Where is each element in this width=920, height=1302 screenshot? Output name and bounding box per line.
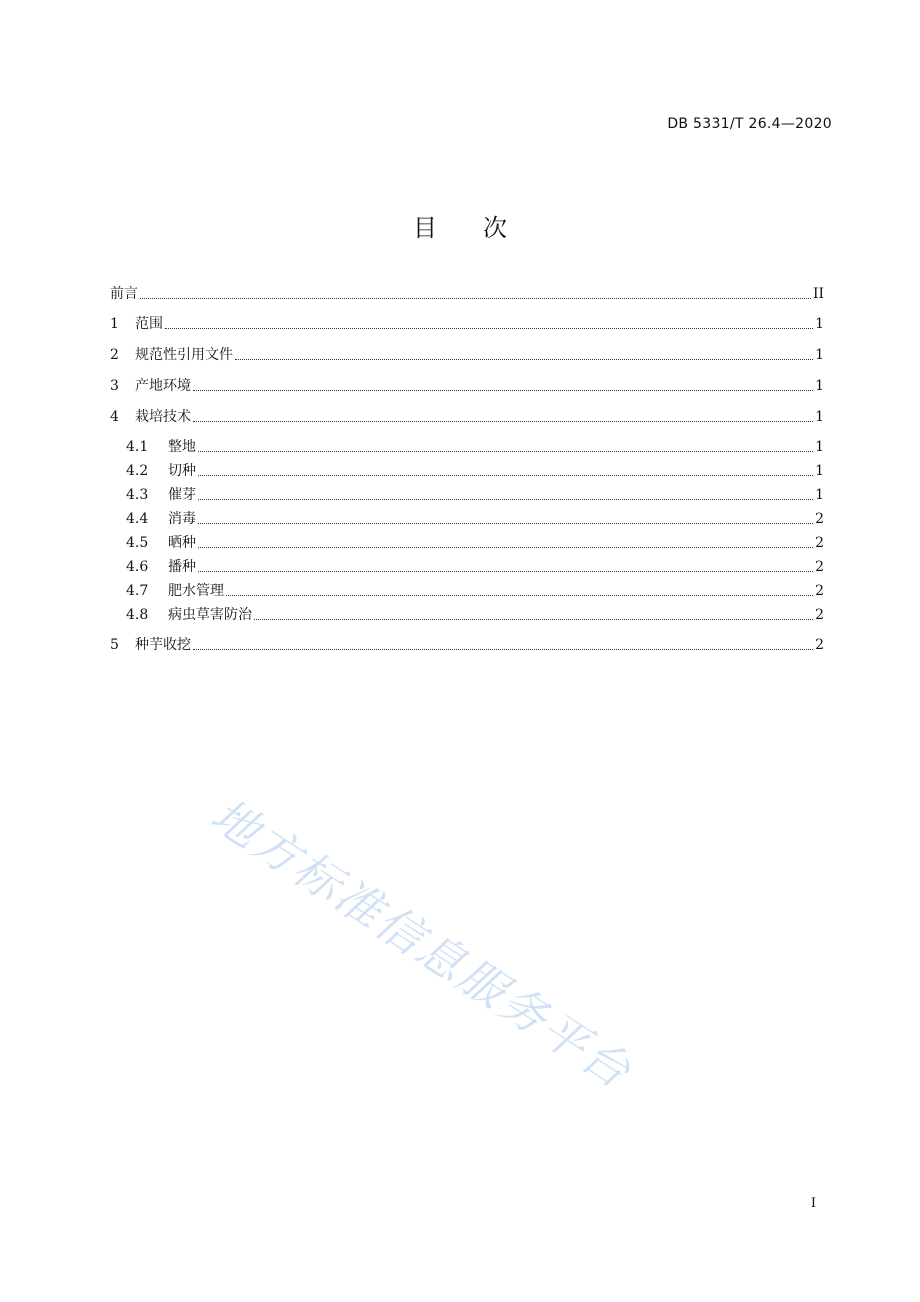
toc-title: [0, 208, 920, 243]
toc-leader: [198, 475, 813, 476]
toc-entry-label: 产地环境: [135, 378, 191, 394]
toc-title-char-2: 次: [483, 214, 507, 242]
toc-leader: [198, 547, 813, 548]
toc-entry-number: 4.6: [126, 559, 149, 575]
toc-entry-4-1[interactable]: [126, 437, 824, 457]
toc-entry-label: 种芋收挖: [135, 637, 191, 653]
toc-leader: [140, 298, 811, 299]
toc-leader: [198, 499, 813, 500]
toc-entry-label: 切种: [168, 463, 196, 479]
toc-entry-1[interactable]: [110, 314, 824, 334]
toc-entry-page: 2: [815, 607, 824, 623]
toc-entry-number: 4: [110, 409, 119, 425]
toc-entry-page: 1: [815, 463, 824, 479]
toc-entry-number: 4.4: [126, 511, 149, 527]
toc-entry-label: 播种: [168, 559, 196, 575]
toc-entry-page: 2: [815, 559, 824, 575]
toc-leader: [235, 359, 813, 360]
toc-entry-label: 病虫草害防治: [168, 607, 252, 623]
toc-entry-label: 肥水管理: [168, 583, 224, 599]
toc-entry-label: 前言: [110, 286, 138, 302]
toc-entry-page: 1: [815, 316, 824, 332]
toc-entry-number: 4.1: [126, 439, 149, 455]
toc-entry-4-6[interactable]: [126, 557, 824, 577]
toc-entry-5[interactable]: [110, 635, 824, 655]
toc-entry-page: 2: [815, 637, 824, 653]
toc-leader: [193, 649, 813, 650]
toc-entry-number: 3: [110, 378, 119, 394]
toc-leader: [198, 451, 813, 452]
toc-entry-page: 1: [815, 347, 824, 363]
toc-entry-label: 催芽: [168, 487, 196, 503]
toc-leader: [165, 328, 813, 329]
toc-leader: [198, 571, 813, 572]
toc-title-char-1: 目: [413, 214, 437, 242]
toc-leader: [193, 421, 813, 422]
toc-entry-4-7[interactable]: [126, 581, 824, 601]
toc-entry-number: 2: [110, 347, 119, 363]
toc-entry-number: 4.5: [126, 535, 149, 551]
toc-entry-number: 4.3: [126, 487, 149, 503]
toc-entry-page: 1: [815, 439, 824, 455]
toc-leader: [193, 390, 813, 391]
toc-entry-label: 整地: [168, 439, 196, 455]
toc-entry-3[interactable]: [110, 376, 824, 396]
page-number: I: [810, 1196, 816, 1211]
toc-entry-2[interactable]: [110, 345, 824, 365]
toc-entry-label: 范围: [135, 316, 163, 332]
toc-entry-4[interactable]: [110, 407, 824, 427]
watermark: 地方标准信息服务平台: [201, 787, 643, 1100]
toc-entry-label: 栽培技术: [135, 409, 191, 425]
toc-entry-4-4[interactable]: [126, 509, 824, 529]
toc-entry-number: 1: [110, 316, 119, 332]
toc-leader: [198, 523, 813, 524]
toc-entry-label: 消毒: [168, 511, 196, 527]
toc-entry-4-5[interactable]: [126, 533, 824, 553]
toc-entry-preface[interactable]: [110, 284, 824, 304]
toc-entry-4-2[interactable]: [126, 461, 824, 481]
toc-entry-page: 2: [815, 511, 824, 527]
toc-entry-page: 1: [815, 378, 824, 394]
standard-code: DB 5331/T 26.4—2020: [667, 116, 832, 132]
toc-entry-number: 4.7: [126, 583, 149, 599]
toc-entry-number: 5: [110, 637, 119, 653]
toc-entry-page: 2: [815, 583, 824, 599]
toc-entry-page: 1: [815, 487, 824, 503]
toc-leader: [226, 595, 813, 596]
toc-entry-number: 4.8: [126, 607, 149, 623]
toc-entry-label: 规范性引用文件: [135, 347, 233, 363]
toc-entry-page: 1: [815, 409, 824, 425]
toc-entry-4-8[interactable]: [126, 605, 824, 625]
toc-entry-4-3[interactable]: [126, 485, 824, 505]
toc-entry-label: 晒种: [168, 535, 196, 551]
toc-entry-page: 2: [815, 535, 824, 551]
toc-entry-number: 4.2: [126, 463, 149, 479]
toc-entry-page: II: [812, 286, 824, 302]
toc-leader: [254, 619, 813, 620]
